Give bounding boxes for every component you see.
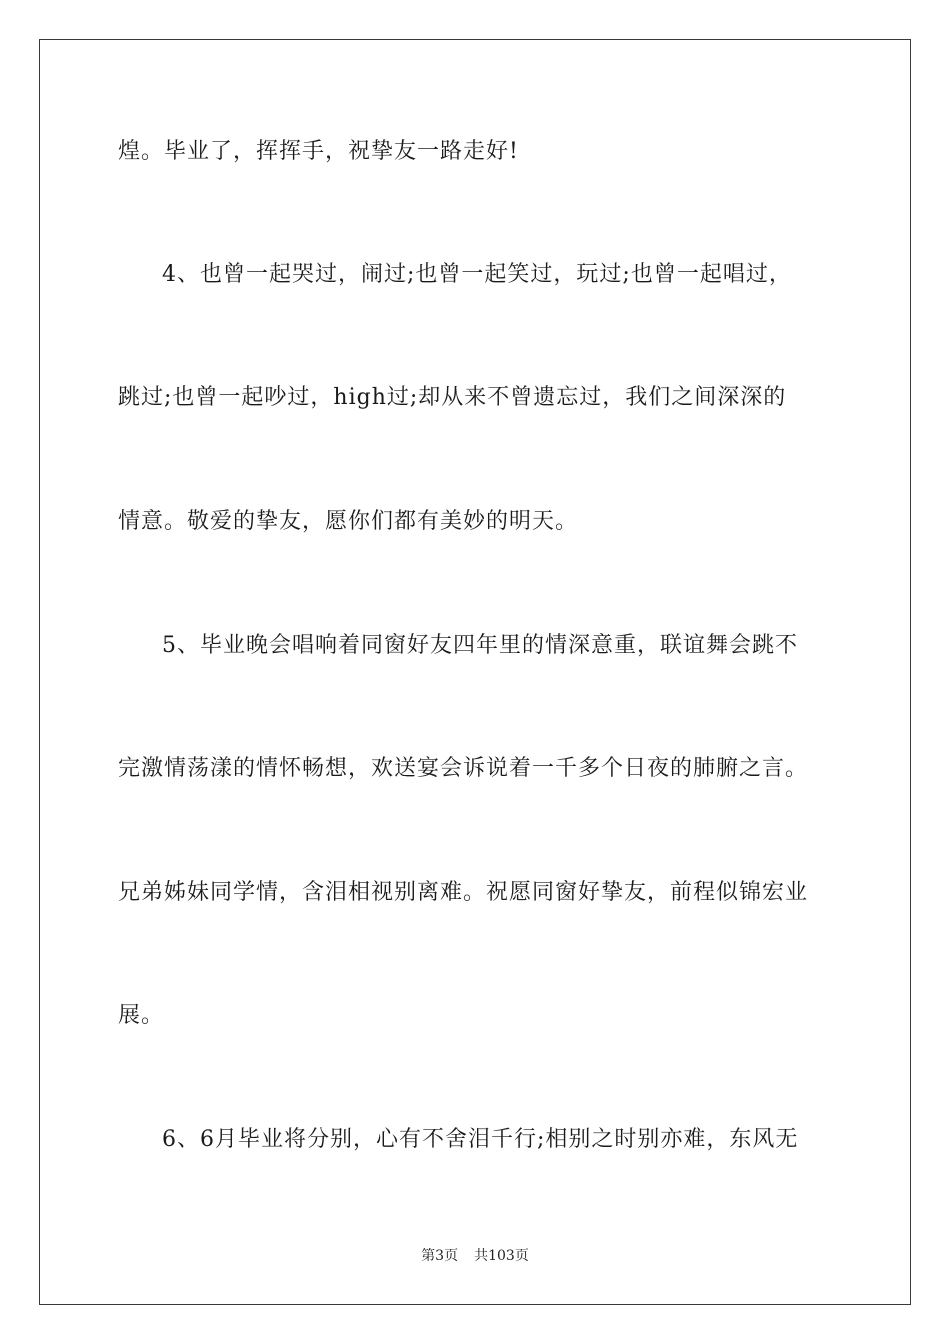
page-total: 共103页: [474, 1248, 529, 1264]
text-line-7: 兄弟姊妹同学情，含泪相视别离难。祝愿同窗好挚友，前程似锦宏业: [118, 880, 809, 905]
text-line-1: 煌。毕业了，挥挥手，祝挚友一路走好!: [118, 139, 519, 164]
text-line-9: 6、6月毕业将分别，心有不舍泪千行;相别之时别亦难，东风无: [162, 1127, 799, 1152]
text-line-5: 5、毕业晚会唱响着同窗好友四年里的情深意重，联谊舞会跳不: [162, 633, 798, 658]
page-number: 第3页: [421, 1248, 459, 1264]
text-line-6: 完激情荡漾的情怀畅想，欢送宴会诉说着一千多个日夜的肺腑之言。: [118, 756, 809, 781]
text-line-8: 展。: [118, 1003, 165, 1028]
page-footer: [0, 1247, 950, 1265]
text-line-3: 跳过;也曾一起吵过，high过;却从来不曾遗忘过，我们之间深深的: [118, 385, 787, 410]
text-line-4: 情意。敬爱的挚友，愿你们都有美妙的明天。: [118, 509, 579, 534]
text-line-2: 4、也曾一起哭过，闹过;也曾一起笑过，玩过;也曾一起唱过，: [162, 262, 792, 287]
page-border: [39, 39, 911, 1305]
